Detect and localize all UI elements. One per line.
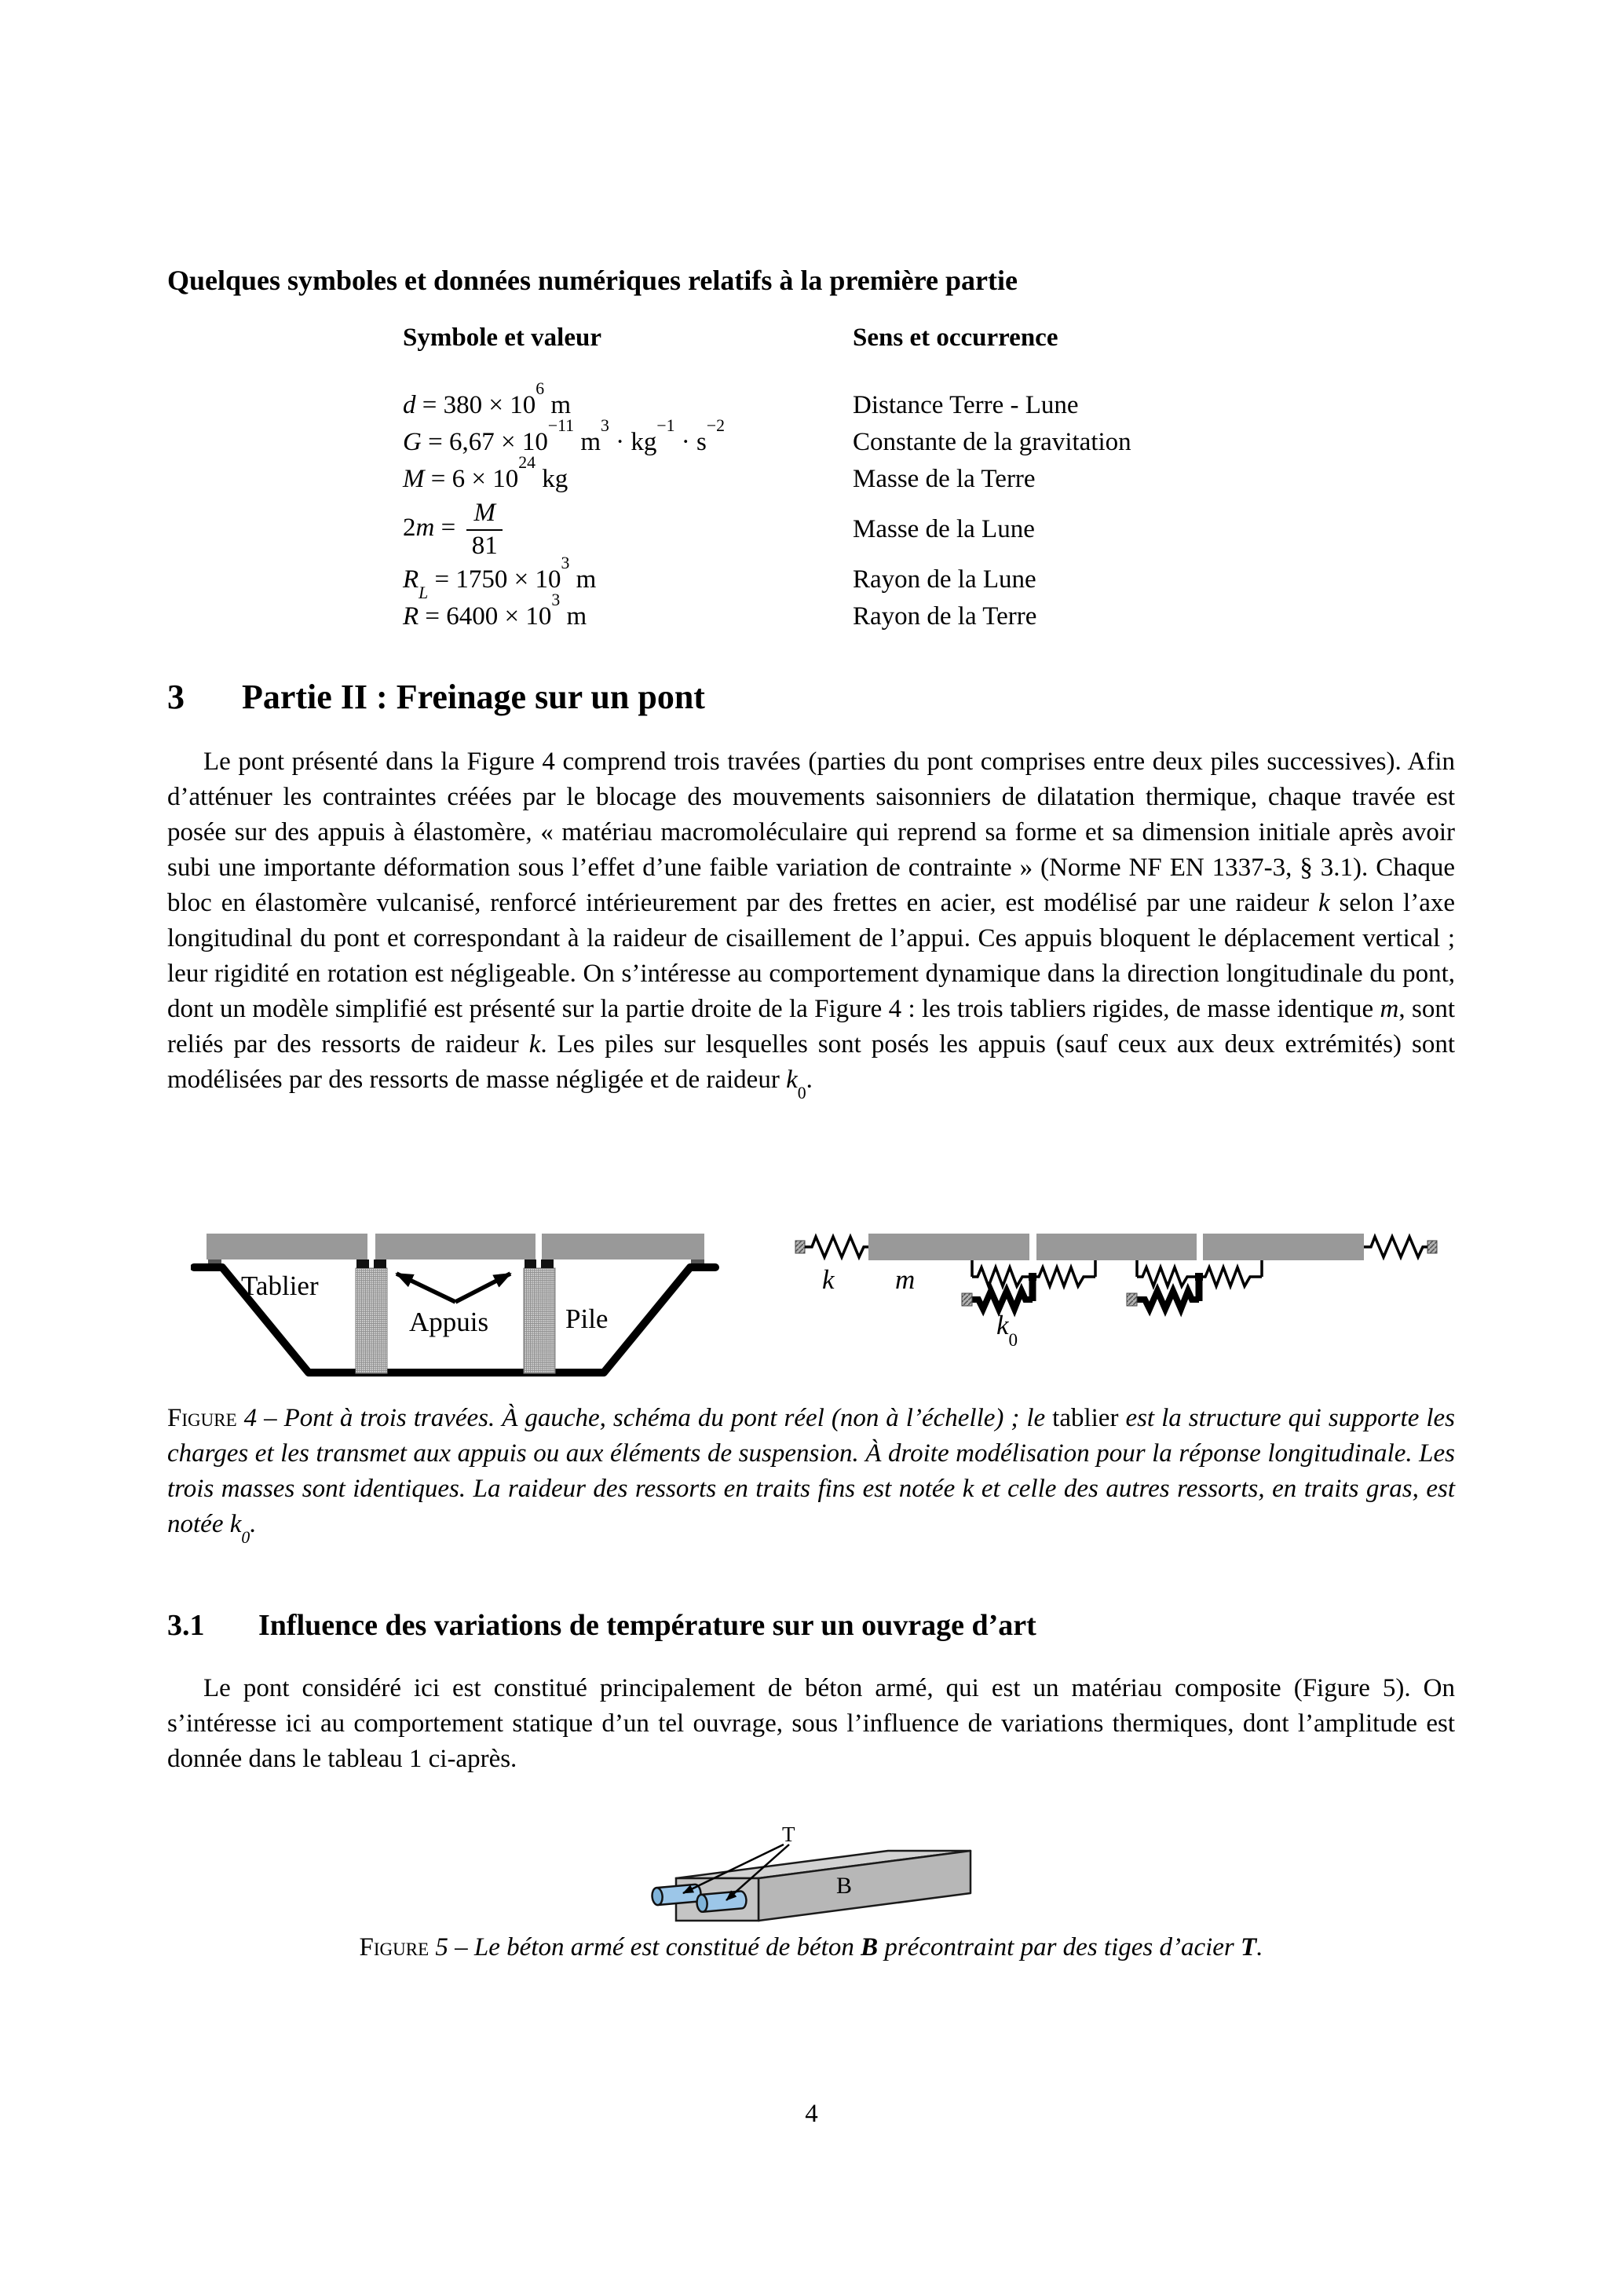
support-square [525,1260,536,1268]
spring-k [1033,1267,1095,1286]
k-label: k [822,1264,835,1295]
k0-label [996,1310,1018,1350]
section-31-heading [167,1608,1036,1643]
ground-anchor [795,1241,805,1253]
figure-4 [191,1216,1447,1384]
symbol-value: 2m = $\frac{M}{81}$ [403,498,853,561]
ground-anchor [962,1293,972,1306]
appuis-arrow [455,1274,510,1302]
table-row [403,498,1131,561]
section-3-paragraph: Le pont présenté dans la Figure 4 comprend trois travées (parties du pont comprises entre deux piles successives). Afin d’atténuer les contraintes créées par le blocage des mouvements saisonniers de dilatation thermique, chaque travée est posée sur des appuis à élastomère, « matériau macromoléculaire qui reprend sa forme et sa dimension initiale après avoir subi une importante déformation sous l’effet d’une faible variation de contrainte » (Norme NF EN 1337-3, § 3.1). Chaque bloc en élastomère vulcanisé, renforcé intérieurement par des frettes en acier, est modélisé par une raideur k selon l’axe longitudinal du pont et correspondant à la raideur de cisaillement de l’appui. Ces appuis bloquent le déplacement vertical ; leur rigidité en rotation est négligeable. On s’intéresse au comportement dynamique dans la direction longitudinale du pont, dont un modèle simplifié est présenté sur la partie droite de la Figure 4 : les trois tabliers rigides, de masse identique m, sont reliés par des ressorts de raideur k. Les piles sur lesquelles sont posés les appuis (sauf ceux aux deux extrémités) sont modélisées par des ressorts de masse négligée et de raideur $k_0$. [167,748,1455,1103]
symbol-value: $M = 6 \times 10^{24}$ kg [403,453,568,493]
symbol-value: $G = 6,67 \times 10^{-11}$ $m^3 \cdot kg^{-1} \cdot s^{-2}$ [403,416,726,456]
ground-anchor [1427,1241,1437,1253]
k0-subscript: 0 [1008,1329,1018,1350]
table-row [403,554,1131,603]
mass-block [868,1234,1029,1260]
concrete-beam-svg [640,1823,985,1934]
section-title: Influence des variations de température sur un ouvrage d’art [258,1609,1036,1642]
support-square [356,1260,369,1268]
deck-segment [542,1234,704,1260]
symbol-value: $R_L = 1750 \times 10^3$ m [403,554,597,603]
spring-mass-model [789,1216,1447,1382]
table-row [403,416,1131,461]
appuis-label: Appuis [409,1307,489,1337]
symbols-title: Quelques symboles et données numériques relatifs à la première partie [167,265,1018,296]
spring-k [972,1267,1033,1286]
symbol-sense: Masse de la Lune [853,515,1035,544]
table-row [403,379,1131,424]
mass-block [1203,1234,1364,1260]
spring-k [1364,1237,1427,1257]
section-31-paragraph: Le pont considéré ici est constitué principalement de béton armé, qui est un matériau composite (Figure 5). On s’intéresse ici au comportement statique d’un tel ouvrage, sous l’influence de variations thermiques, dont l’amplitude est donnée dans le tableau 1 ci-après. [167,1674,1455,1773]
appuis-arrow [397,1274,455,1302]
pile-label: Pile [565,1303,609,1334]
k0-base: k [996,1310,1009,1340]
tablier-label: Tablier [241,1270,319,1301]
steel-rod [696,1891,748,1912]
figure-4-caption: Figure 4 – Pont à trois travées. À gauche, schéma du pont réel (non à l’échelle) ; le tablier est la structure qui supporte les charges et les transmet aux appuis ou aux éléments de suspension. À droite modélisation pour la réponse longitudinale. Les trois masses sont identiques. La raideur des ressorts en traits fins est notée k et celle des autres ressorts, en traits gras, est notée $k_0$. [167,1404,1455,1548]
symbol-sense: Constante de la gravitation [853,428,1131,456]
column-header-symbol: Symbole et valeur [403,324,601,352]
symbol-value: $R = 6400 \times 10^3$ m [403,590,587,631]
section-title: Partie II : Freinage sur un pont [242,678,705,716]
spring-k0 [1137,1291,1199,1309]
spring-k [805,1237,868,1257]
figure-5 [640,1823,985,1934]
symbol-sense: Rayon de la Lune [853,565,1036,594]
mass-block [1036,1234,1197,1260]
symbol-value: $d = 380 \times 10^6$ m [403,379,572,419]
support-square [541,1260,554,1268]
column-header-sense: Sens et occurrence [853,324,1058,352]
spring-mass-model-svg [789,1216,1447,1382]
symbol-sense: Distance Terre - Lune [853,391,1079,419]
section-number: 3.1 [167,1609,205,1642]
table-row [403,590,1131,635]
b-label: B [836,1873,853,1899]
bridge-schematic [191,1216,733,1382]
section-3-heading [167,677,705,717]
symbol-sense: Rayon de la Terre [853,602,1037,631]
figure-5-caption: Figure 5 – Le béton armé est constitué de béton B précontraint par des tiges d’acier T. [359,1933,1263,1961]
t-label: T [782,1823,795,1846]
spring-k [1199,1267,1262,1286]
pier [524,1268,555,1373]
pier [356,1268,387,1373]
spring-k0 [972,1291,1033,1309]
symbols-table [403,324,1131,635]
section-number: 3 [167,678,185,716]
symbols-table-header [403,324,1131,353]
page-number: 4 [805,2100,818,2128]
ground-anchor [1127,1293,1137,1306]
table-row [403,453,1131,498]
deck-segment [375,1234,536,1260]
m-label: m [895,1264,916,1295]
support-square [374,1260,386,1268]
symbol-sense: Masse de la Terre [853,465,1036,493]
spring-k [1137,1267,1199,1286]
deck-segment [207,1234,367,1260]
